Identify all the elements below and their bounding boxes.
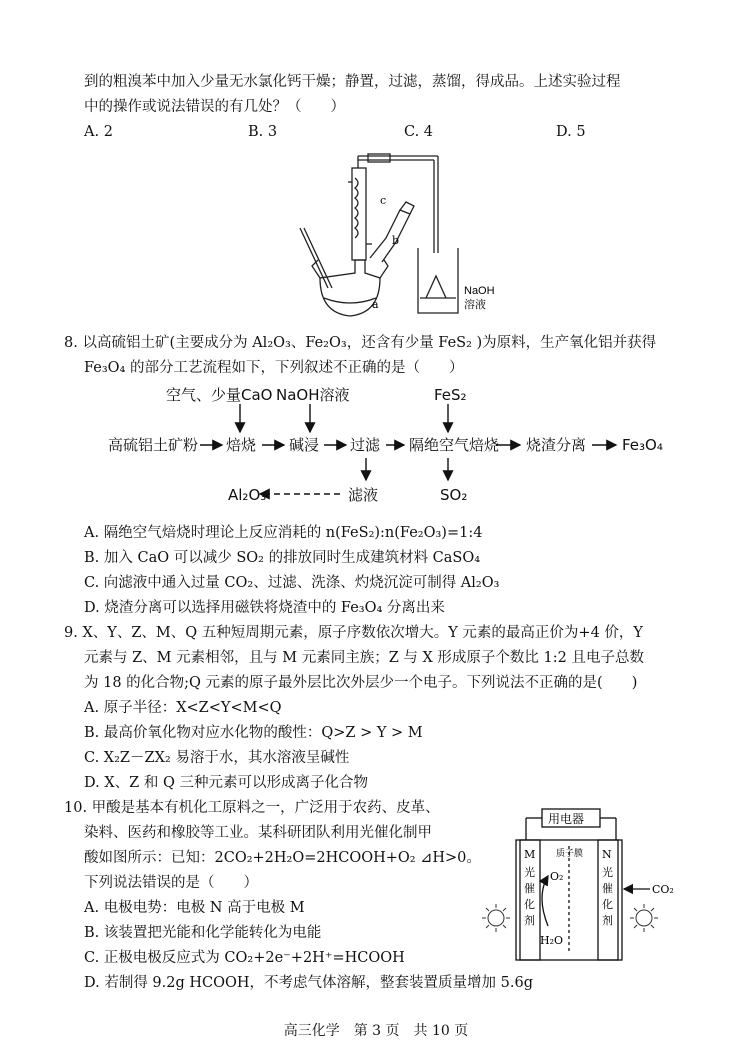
flow-step-slag-separation: 烧渣分离 [526,436,587,454]
q8-option-c: C. 向滤液中通入过量 CO₂、过滤、洗涤、灼烧沉淀可制得 Al₂O₃ [84,575,500,591]
q7-option-d: D. 5 [556,124,586,140]
electrode-m-char4: 剂 [524,914,535,927]
label-a: a [372,298,379,311]
flow-input-naoh: NaOH溶液 [276,386,350,404]
q7-option-a: A. 2 [84,124,113,140]
electrode-n-char4: 剂 [602,914,613,927]
q10-stem-line1: 10. 甲酸是基本有机化工原料之一，广泛用于农药、皮革、 [64,800,440,816]
flow-product-fe3o4: Fe₃O₄ [622,436,663,454]
q8-option-b: B. 加入 CaO 可以减少 SO₂ 的排放同时生成建筑材料 CaSO₄ [84,550,481,566]
q9-option-b: B. 最高价氧化物对应水化物的酸性：Q>Z > Y > M [84,725,423,741]
q7-option-c: C. 4 [404,124,434,140]
q10-option-d: D. 若制得 9.2g HCOOH，不考虑气体溶解，整套装置质量增加 5.6g [84,975,533,991]
q7-text-line1: 到的粗溴苯中加入少量无水氯化钙干燥；静置，过滤，蒸馏，得成品。上述实验过程 [84,74,621,90]
flow-al2o3: Al₂O₃ [228,486,267,504]
q7-text-line2: 中的操作或说法错误的有几处？（ ） [84,99,345,115]
q10-option-a: A. 电极电势：电极 N 高于电极 M [84,900,305,916]
q9-option-d: D. X、Z 和 Q 三种元素可以形成离子化合物 [84,775,368,791]
q7-option-b: B. 3 [248,124,278,140]
q10-stem-line4: 下列说法错误的是（ ） [84,875,258,891]
flow-input-fes2: FeS₂ [434,386,467,404]
flow-step-anaerobic-roast: 隔绝空气焙烧 [409,436,500,454]
electrode-n-char1: 光 [602,866,613,879]
electrode-m-char2: 催 [524,882,535,895]
q9-option-c: C. X₂Z－ZX₂ 易溶于水，其水溶液呈碱性 [84,750,350,766]
q10-option-b: B. 该装置把光能和化学能转化为电能 [84,925,322,941]
co2-label: CO₂ [652,883,674,896]
q10-stem-line2: 染料、医药和橡胶等工业。某科研团队利用光催化制甲 [84,825,432,841]
electrode-n-char2: 催 [602,882,613,895]
flow-step-alkali-leach: 碱浸 [289,436,320,454]
q9-stem-line1: 9. X、Y、Z、M、Q 五种短周期元素，原子序数依次增大。Y 元素的最高正价为+4 价，Y [64,625,643,641]
electrode-m-label: M [524,848,536,861]
sun-icon [482,904,510,932]
q9-stem-line2: 元素与 Z、M 元素相邻，且与 M 元素同主族；Z 与 X 形成原子个数比 1:2 且电子总数 [84,650,644,666]
q10-stem-line3: 酸如图所示：已知：2CO₂+2H₂O=2HCOOH+O₂ ⊿H>0。 [84,850,481,866]
label-naoh: NaOH [464,285,495,297]
label-c: c [380,194,387,207]
flow-input-air-cao: 空气、少量CaO [166,386,273,404]
label-solution: 溶液 [464,299,486,311]
appliance-label: 用电器 [548,812,585,826]
flow-step-ore-powder: 高硫铝土矿粉 [108,436,199,454]
electrode-m-char1: 光 [524,866,535,879]
electrode-n-char3: 化 [602,898,613,911]
flow-step-filter: 过滤 [350,436,381,454]
page-footer: 高三化学 第 3 页 共 10 页 [283,1023,469,1039]
q8-stem-line1: 8. 以高硫铝土矿(主要成分为 Al₂O₃、Fe₂O₃，还含有少量 FeS₂ )为原料，生产氧化铝并获得 [64,335,657,351]
flow-step-roast: 焙烧 [226,436,257,454]
flow-filtrate: 滤液 [348,486,379,504]
flow-so2: SO₂ [440,486,468,504]
electrode-n-label: N [602,848,612,861]
sun-icon [630,904,658,932]
q9-option-a: A. 原子半径：X<Z<Y<M<Q [84,700,282,716]
o2-label: O₂ [550,870,564,883]
q8-option-a: A. 隔绝空气焙烧时理论上反应消耗的 n(FeS₂):n(Fe₂O₃)=1:4 [84,525,483,541]
q8-stem-line2: Fe₃O₄ 的部分工艺流程如下，下列叙述不正确的是（ ） [84,360,464,376]
photocatalysis-cell-diagram [476,806,676,976]
q9-stem-line3: 为 18 的化合物;Q 元素的原子最外层比次外层少一个电子。下列说法不正确的是( ) [84,675,638,691]
label-b: b [392,234,400,247]
membrane-label: 质子膜 [556,848,584,858]
bromobenzene-apparatus-figure [290,148,510,328]
q8-option-d: D. 烧渣分离可以选择用磁铁将烧渣中的 Fe₃O₄ 分离出来 [84,600,445,616]
q10-option-c: C. 正极电极反应式为 CO₂+2e⁻+2H⁺=HCOOH [84,950,405,966]
h2o-label: H₂O [540,934,564,947]
electrode-m-char3: 化 [524,898,535,911]
